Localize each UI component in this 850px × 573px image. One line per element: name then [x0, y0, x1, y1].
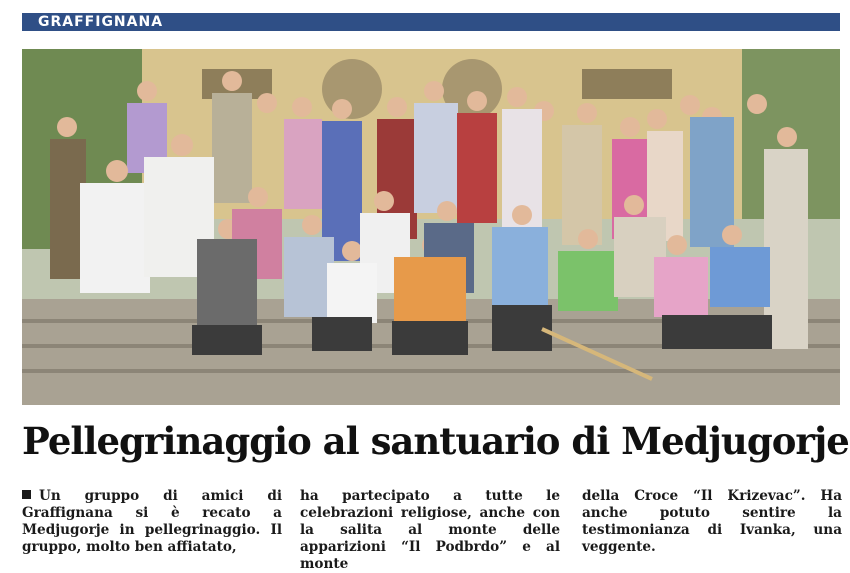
article-column-2: ha partecipato a tutte le celebrazioni religiose, anche con la salita al monte delle apparizioni “Il Podbrdo” e al monte — [300, 488, 560, 572]
section-label: GRAFFIGNANA — [38, 14, 164, 30]
section-header-band — [22, 13, 840, 31]
article-body — [22, 488, 842, 572]
bullet-square-icon — [22, 490, 31, 499]
article-column-3: della Croce “Il Krizevac”. Ha anche potuto sentire la testimonianza di Ivanka, una veggente. — [582, 488, 842, 555]
group-photo — [22, 49, 840, 405]
article-headline: Pellegrinaggio al santuario di Medjugorje — [22, 419, 849, 463]
article-column-1-text: Un gruppo di amici di Graffignana si è recato a Medjugorje in pellegrinaggio. Il gruppo, molto ben affiatato, — [22, 488, 282, 555]
article-column-1 — [22, 488, 282, 556]
